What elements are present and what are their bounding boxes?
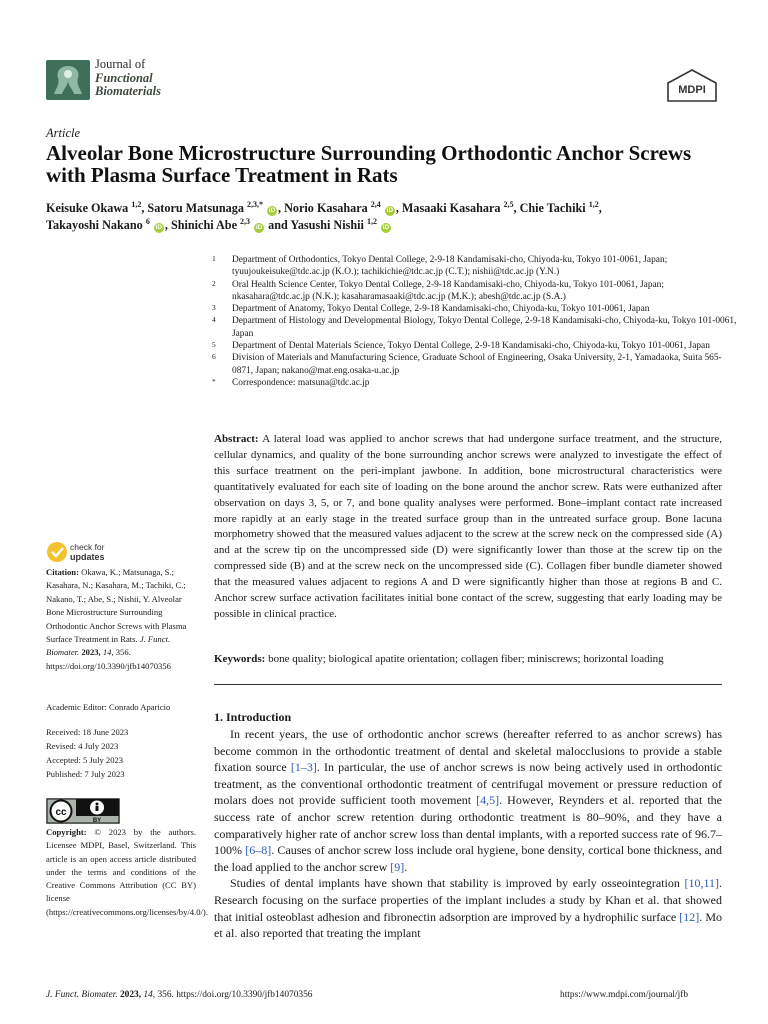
affiliation-item (212, 340, 742, 352)
paragraph-text: Studies of dental implants have shown that stability is improved by early osseointegration (230, 876, 685, 891)
mdpi-logo-icon (666, 69, 718, 103)
citation-doi[interactable]: 356. https://doi.org/10.3390/jfb14070356 (46, 647, 171, 671)
orcid-icon[interactable]: iD (386, 207, 394, 214)
author-separator: , (141, 201, 148, 215)
affiliation-item (212, 377, 742, 389)
author-affiliation-marker: 1,2 (131, 199, 142, 209)
affiliation-text: Department of Anatomy, Tokyo Dental College, 2-9-18 Kandamisaki-cho, Chiyoda-ku, Tokyo 101-0061, Japan (232, 304, 650, 315)
journal-name-line3: Biomaterials (95, 84, 161, 98)
affiliation-number: 6 (212, 352, 216, 362)
author-affiliation-marker: 6 (145, 216, 150, 226)
author-affiliation-marker: 2,3 (240, 216, 251, 226)
citation-year: 2023, (81, 647, 101, 658)
author-separator: , (164, 218, 171, 232)
citation-reference-link[interactable]: [6–8] (245, 843, 272, 858)
author-name: Takayoshi Nakano (46, 218, 143, 232)
publisher-name: MDPI (678, 84, 706, 96)
footer-journal: J. Funct. Biomater. (46, 990, 118, 1000)
orcid-icon[interactable]: iD (268, 207, 276, 214)
journal-name-line1: Journal of (95, 57, 146, 71)
affiliation-item (212, 279, 742, 304)
check-for-updates-button[interactable] (46, 540, 126, 564)
citation-reference-link[interactable]: [9] (390, 859, 405, 874)
date-received: Received: 18 June 2023 (46, 727, 129, 737)
author-affiliation-marker: 2,4 (370, 199, 381, 209)
article-type: Article (46, 126, 81, 140)
footer-citation (46, 990, 313, 1000)
intro-paragraph-2 (214, 875, 722, 941)
author-separator: , (395, 201, 402, 215)
affiliation-item (212, 254, 742, 279)
affiliation-number: 3 (212, 303, 216, 313)
citation-block (46, 566, 196, 673)
keywords-text: bone quality; biological apatite orientation; collagen fiber; miniscrews; horizontal loading (268, 653, 664, 665)
affiliation-item (212, 303, 742, 315)
affiliation-text: Department of Histology and Developmental Biology, Tokyo Dental College, 2-9-18 Kandamisaki-cho, Chiyoda-ku, Tokyo 101-0061, Japan (232, 316, 737, 339)
paragraph-text: . Research focusing on the surface properties of the implant includes a study by Khan et al. that showed that initial osteoblast adhesion and fibronectin adsorption are improved by a hydrophilic surface (214, 876, 722, 924)
svg-text:cc: cc (55, 807, 67, 818)
copyright-block (46, 826, 208, 919)
section-divider (214, 684, 722, 685)
affiliation-text: Department of Dental Materials Science, Tokyo Dental College, 2-9-18 Kandamisaki-cho, Chiyoda-ku, Tokyo 101-0061, Japan (232, 341, 710, 352)
introduction-body (214, 726, 722, 942)
author-name: Shinichi Abe (170, 218, 237, 232)
journal-name (95, 58, 161, 99)
affiliation-text: Department of Orthodontics, Tokyo Dental College, 2-9-18 Kandamisaki-cho, Chiyoda-ku, Tokyo 101-0061, Japan; tyuujoukeisuke@tdc.ac.jp (K.O.); tachikichie@tdc.ac.jp (C.T.); nishii@tdc.ac.jp (Y.N.) (232, 255, 668, 278)
paragraph-text: . However, Reynders et al. reported that the success rate of anchor screw retention during orthodontic treatment is 80–90%, and they have a comparatively higher rate of anchor screw loss than dental implants, with a reported success rate of 96.7–100% (214, 793, 722, 858)
cc-by-label: BY (92, 818, 102, 824)
affiliation-item (212, 315, 742, 340)
affiliation-text: Division of Materials and Manufacturing Science, Graduate School of Engineering, Osaka University, 2-1, Yamadaoka, Suita 565-0871, Japan; nakano@mat.eng.osaka-u.ac.jp (232, 353, 722, 376)
footer-year: 2023, (119, 990, 142, 1000)
citation-journal: J. Funct. Biomater. (46, 634, 171, 658)
journal-name-line2: Functional (95, 70, 153, 85)
affiliation-text: Oral Health Science Center, Tokyo Dental College, 2-9-18 Kandamisaki-cho, Chiyoda-ku, Tokyo 101-0061, Japan; nkasahara@tdc.ac.jp (N.K.); kasaharamasaaki@tdc.ac.jp (M.K.); abesh@tdc.ac.jp (S.A.) (232, 279, 664, 302)
check-updates-line1: check for (70, 542, 105, 552)
affiliation-item (212, 352, 742, 377)
academic-editor: Academic Editor: Conrado Aparicio (46, 702, 171, 712)
keywords (214, 652, 734, 667)
author-list (46, 200, 736, 234)
date-published: Published: 7 July 2023 (46, 768, 125, 779)
affiliation-text: Correspondence: matsuna@tdc.ac.jp (232, 377, 370, 388)
author-name: Norio Kasahara (284, 201, 368, 215)
date-accepted: Accepted: 5 July 2023 (46, 754, 124, 765)
paragraph-text: . Causes of anchor screw loss include oral hygiene, bone density, cortical bone thickness, and the load applied to the anchor screw (214, 843, 722, 874)
article-title: Alveolar Bone Microstructure Surrounding Orthodontic Anchor Screws with Plasma Surface Treatment in Rats (46, 141, 692, 187)
citation-reference-link[interactable]: [10,11] (684, 876, 719, 891)
abstract (214, 432, 722, 623)
affiliations-list (212, 254, 742, 389)
section-heading-introduction: 1. Introduction (214, 710, 292, 724)
cc-by-license-icon[interactable] (46, 798, 120, 824)
author-name: Keisuke Okawa (46, 201, 129, 215)
affiliation-number: 5 (212, 340, 216, 350)
orcid-icon[interactable]: iD (382, 224, 390, 231)
author-name: Chie Tachiki (519, 201, 586, 215)
citation-reference-link[interactable]: [12] (679, 909, 700, 924)
citation-volume: 14, (102, 647, 114, 658)
affiliation-number: 4 (212, 315, 216, 325)
author-separator: , (278, 201, 285, 215)
footer-journal-url[interactable]: https://www.mdpi.com/journal/jfb (560, 990, 689, 1000)
author-affiliation-marker: 1,2 (588, 199, 599, 209)
author-affiliation-marker: 1,2 (366, 216, 377, 226)
copyright-label: Copyright: (46, 827, 87, 837)
author-name: Yasushi Nishii (290, 218, 364, 232)
paragraph-text: . (404, 859, 408, 874)
copyright-text: © 2023 by the authors. Licensee MDPI, Basel, Switzerland. This article is an open access article distributed under the terms and conditions of the Creative Commons Attribution (CC BY) license (https://creativecommons.org/licenses/by/4.0/). (46, 827, 208, 917)
affiliation-number: 2 (212, 278, 216, 288)
affiliation-number: * (212, 376, 216, 386)
publication-dates (46, 726, 128, 782)
author-separator: and (265, 218, 291, 232)
author-separator: , (598, 201, 602, 215)
abstract-label: Abstract: (214, 433, 259, 445)
citation-reference-link[interactable]: [4,5] (476, 793, 500, 808)
footer-doi[interactable]: 356. https://doi.org/10.3390/jfb14070356 (157, 990, 313, 1000)
author-affiliation-marker: 2,3,* (246, 199, 263, 209)
paragraph-text: In recent years, the use of orthodontic anchor screws (hereafter referred to as anchor screws) has become common in the orthodontic treatment of dental and skeletal malocclusions to provide a stable fixation source (214, 727, 722, 775)
orcid-icon[interactable]: iD (255, 224, 263, 231)
author-affiliation-marker: 2,5 (503, 199, 514, 209)
author-separator: , (513, 201, 520, 215)
paragraph-text: . In particular, the use of anchor screws is now being actively used in orthodontic treatment, as the conventional orthodontic treatment of centrifugal movement or pressure reduction of molars does not provide sufficient tooth movement (214, 760, 722, 808)
abstract-text: A lateral load was applied to anchor screws that had undergone surface treatment, and the structure, cellular dynamics, and quality of the bone surrounding anchor screws were analyzed to investigate the effect of this surface treatment on the peri-implant jawbone. In addition, bone microstructural characteristics were quantitatively evaluated for each site of loading on the bone around the anchor screw. Rats were euthanized after observation on days 3, 5, or 7, and bone quality analyses were performed. Bone–implant contact rate increased more rapidly at an early stage in the treated surface group than in the untreated surface group. Bone lacuna morphometry showed that the measured values adjacent to the screw at the screw neck on the compressed side (A) and at the screw tip on the uncompressed side (D) were significantly lower than those at the screw tip on the compressed side (B) and at the screw neck on the uncompressed side (C). Collagen fiber bundle diameter showed that the measured values adjacent to regions A and D were significantly higher than those at regions B and C. Anchor screw surface activation facilitates initial bone contact of the screw, suggesting that early loading may be possible in clinical practice. (214, 433, 722, 620)
citation-reference-link[interactable]: [1–3] (290, 760, 317, 775)
affiliation-number: 1 (212, 254, 216, 263)
journal-logo-icon (46, 60, 90, 100)
check-updates-line2: updates (70, 552, 105, 562)
keywords-label: Keywords: (214, 653, 266, 665)
footer-volume: 14, (143, 990, 156, 1000)
citation-text: Okawa, K.; Matsunaga, S.; Kasahara, N.; Kasahara, M.; Tachiki, C.; Nakano, T.; Abe, S.; Nishii, Y. Alveolar Bone Microstructure Surrounding Orthodontic Anchor Screws with Plasma Surface Treatment in Rats. (46, 567, 187, 645)
intro-paragraph-1 (214, 726, 722, 875)
paragraph-text: . Mo et al. also reported that treating the implant (214, 909, 723, 941)
orcid-icon[interactable]: iD (155, 224, 163, 231)
citation-label: Citation: (46, 567, 79, 577)
date-revised: Revised: 4 July 2023 (46, 740, 119, 751)
author-name: Satoru Matsunaga (147, 201, 244, 215)
author-name: Masaaki Kasahara (401, 201, 501, 215)
